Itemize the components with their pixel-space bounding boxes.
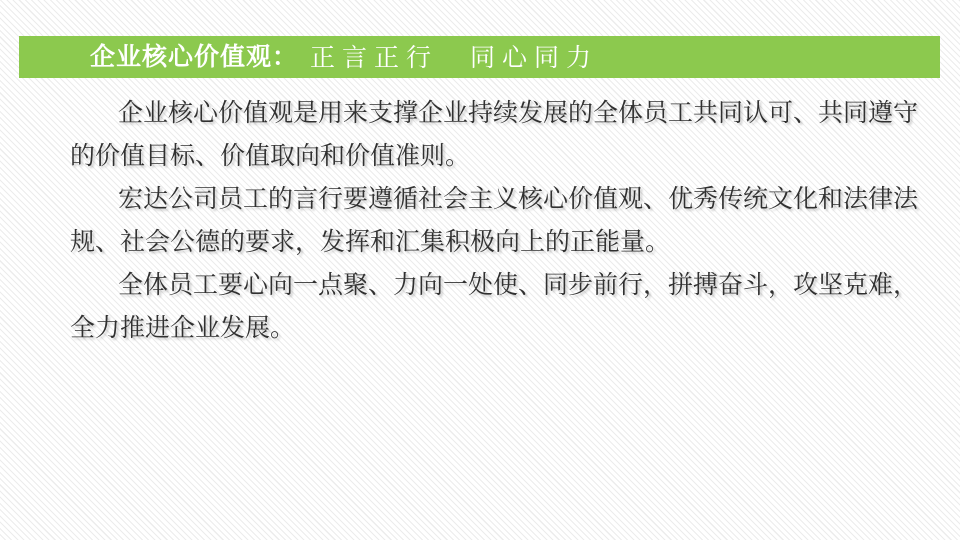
body-line-6: 全力推进企业发展。: [70, 314, 296, 342]
body-line-5: 全体员工要心向一点聚、力向一处使、同步前行，拼搏奋斗，攻坚克难，: [118, 271, 919, 299]
body-line-1: 企业核心价值观是用来支撑企业持续发展的全体员工共同认可、共同遵守: [118, 99, 919, 127]
body-line-3: 宏达公司员工的言行要遵循社会主义核心价值观、优秀传统文化和法律法: [118, 185, 919, 213]
body-text-block: [70, 92, 920, 350]
body-line-2: 的价值目标、价值取向和价值准则。: [70, 142, 471, 170]
body-line-4: 规、社会公德的要求，发挥和汇集积极向上的正能量。: [70, 228, 671, 256]
page-title: 企业核心价值观：: [90, 42, 299, 71]
header-bar: [19, 36, 940, 78]
header-motto: 正言正行 同心同力: [310, 42, 599, 72]
